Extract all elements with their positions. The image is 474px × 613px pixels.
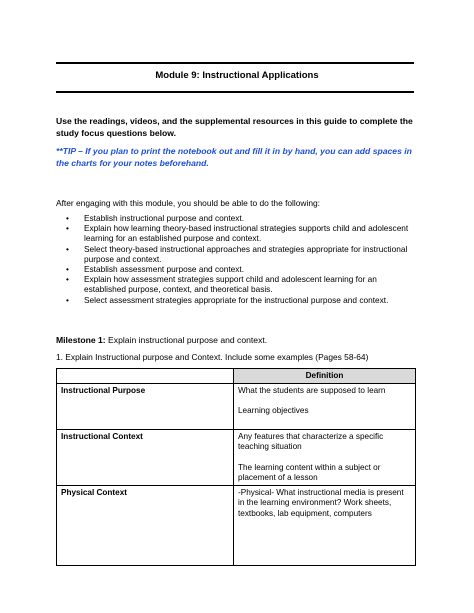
definition-table xyxy=(56,368,416,566)
objective-item: • Explain how learning theory-based instructional strategies supports child and adolescent learning for an established purpose and context. xyxy=(56,223,420,243)
term-cell: Instructional Purpose xyxy=(57,384,234,430)
definition-text: The learning content within a subject or placement of a lesson xyxy=(238,462,381,482)
milestone-text: Explain instructional purpose and context. xyxy=(105,335,268,345)
objective-item: • Explain how assessment strategies support child and adolescent learning for an established purpose, context, and theoretical basis. xyxy=(56,274,420,294)
table-row xyxy=(57,486,416,566)
objectives-list xyxy=(56,213,420,305)
definition-cell xyxy=(234,486,416,566)
definition-cell xyxy=(234,430,416,486)
definition-column-header: Definition xyxy=(234,369,416,384)
title-horizontal-rule xyxy=(56,91,414,93)
term-cell: Physical Context xyxy=(57,486,234,566)
term-cell: Instructional Context xyxy=(57,430,234,486)
objective-item: • Establish instructional purpose and context. xyxy=(56,213,420,223)
objectives-lead: After engaging with this module, you should be able to do the following: xyxy=(56,198,320,208)
definition-text: Any features that characterize a specific teaching situation xyxy=(238,432,384,452)
milestone-heading xyxy=(56,335,416,345)
definition-cell xyxy=(234,384,416,430)
milestone-label: Milestone 1: xyxy=(56,335,106,345)
objective-item: • Establish assessment purpose and context. xyxy=(56,264,420,274)
definition-text: Learning objectives xyxy=(238,406,309,416)
definition-text: -Physical- What instructional media is present in the learning environment? Work sheets, textbooks, lab equipment, computers xyxy=(238,488,404,518)
term-column-header xyxy=(57,369,234,384)
instruction-text: Use the readings, videos, and the supplemental resources in this guide to complete the study focus questions below. xyxy=(56,116,413,138)
definition-text: What the students are supposed to learn xyxy=(238,386,386,396)
table-row xyxy=(57,384,416,430)
top-horizontal-rule xyxy=(56,62,414,64)
tip-text: **TIP – If you plan to print the notebook out and fill it in by hand, you can add spaces in the charts for your notes beforehand. xyxy=(56,146,412,168)
objective-item: • Select theory-based instructional approaches and strategies appropriate for instructional purpose and context. xyxy=(56,244,420,264)
table-row xyxy=(57,430,416,486)
question-text: 1. Explain Instructional purpose and Context. Include some examples (Pages 58-64) xyxy=(56,352,369,362)
table-header-row xyxy=(57,369,416,384)
page-title: Module 9: Instructional Applications xyxy=(155,70,319,81)
objective-item: • Select assessment strategies appropriate for the instructional purpose and context. xyxy=(56,295,420,305)
